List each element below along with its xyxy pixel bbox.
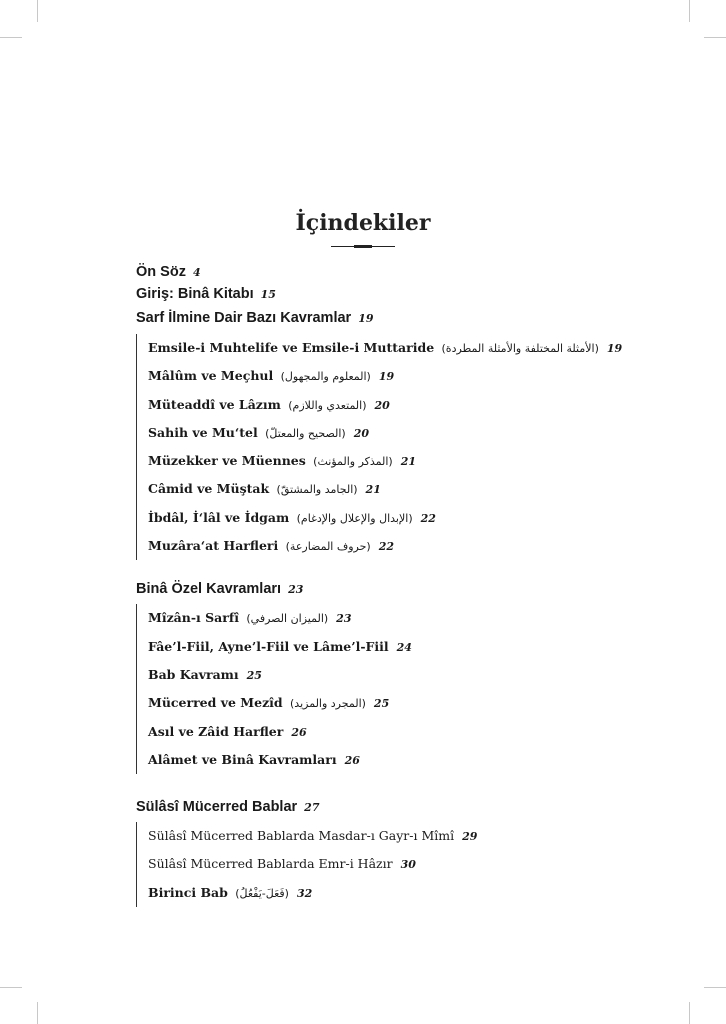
crop-mark [689,1002,690,1024]
toc-page-number: 19 [606,342,623,355]
toc-entry-label: İbdâl, İ‘lâl ve İdgam [148,509,290,525]
toc-page-number: 26 [344,753,360,767]
toc-page-number: 23 [336,612,352,626]
toc-section-bina-concepts[interactable] [136,574,606,604]
toc-entry-label: Birinci Bab [148,884,228,900]
toc-entry-introduction[interactable] [136,283,606,306]
toc-subsection-group [136,334,623,560]
toc-entry-label: Câmid ve Müştak [148,481,270,497]
toc-subentry[interactable] [148,532,606,560]
toc-page-number: 19 [358,312,374,325]
toc-subentry[interactable] [148,419,606,447]
toc-entry-label: Giriş: Binâ Kitabı [136,286,254,302]
toc-entry-label: Mîzân-ı Sarfî [148,610,239,626]
toc-page-number: 21 [400,455,417,469]
toc-entry-label: Binâ Özel Kavramları [136,581,282,598]
toc-page-number: 25 [373,697,390,711]
toc-page-number: 23 [288,583,304,597]
toc-arabic-term: (فَعَلَ-يَفْعُلُ) [235,886,289,900]
toc-subentry[interactable] [148,604,606,632]
toc-page-number: 22 [378,540,395,554]
toc-subentry[interactable] [148,391,606,419]
toc-arabic-term: (المجرد والمزيد) [290,697,366,711]
toc-subentry[interactable] [148,746,606,774]
toc-page-number: 26 [291,725,307,739]
toc-page-number: 27 [304,801,320,815]
toc-arabic-term: (الصحيح والمعتلّ) [265,426,346,440]
toc-subentry[interactable] [148,689,606,717]
toc-subentry[interactable] [148,334,623,362]
toc-page-number: 30 [400,858,416,872]
toc-page-number: 4 [192,266,201,279]
crop-mark [704,987,726,988]
crop-mark [37,0,38,22]
toc-page-number: 21 [365,483,381,497]
title-rule-ornament [354,245,372,248]
toc-subentry[interactable] [148,879,606,907]
crop-mark [689,0,690,22]
toc-entry-label: Sahih ve Mu‘tel [148,424,258,440]
crop-mark [37,1002,38,1024]
page-title: İçindekiler [295,210,431,236]
toc-arabic-term: (المعلوم والمجهول) [280,370,371,384]
toc-subentry[interactable] [148,447,606,475]
toc-subentry[interactable] [148,633,606,661]
toc-subentry[interactable] [148,504,606,532]
toc-page-number: 32 [296,886,313,900]
toc-entry-label: Müteaddî ve Lâzım [148,396,281,412]
toc-page-number: 22 [420,511,436,525]
toc-page-number: 20 [353,426,369,440]
toc-subentry[interactable] [148,475,606,503]
toc-entry-label: Müzekker ve Müennes [148,453,306,469]
crop-mark [704,37,726,38]
toc-entry-label: Fâe’l-Fiil, Ayne’l-Fiil ve Lâme’l-Fiil [148,638,389,654]
toc-page-number: 24 [396,640,412,654]
toc-page-number: 25 [246,668,262,682]
toc-page-number: 19 [378,370,395,384]
toc-subsection-group [136,604,606,774]
toc-subsection-group [136,822,606,907]
toc-arabic-term: (الميزان الصرفي) [246,612,329,626]
toc-arabic-term: (الإبدال والإعلال والإدغام) [296,511,413,525]
toc-entry-preface[interactable] [136,262,606,283]
toc-entry-label: Emsile-i Muhtelife ve Emsile-i Muttaride [148,340,435,355]
table-of-contents [136,262,623,907]
toc-entry-label: Muzâra‘at Harfleri [148,538,279,554]
toc-subentry[interactable] [148,822,606,850]
toc-page-number: 20 [374,398,390,412]
toc-entry-label: Mücerred ve Mezîd [148,695,283,711]
toc-entry-label: Sülâsî Mücerred Bablarda Emr-i Hâzır [148,856,393,872]
toc-page-number: 29 [462,830,478,844]
toc-entry-label: Sülâsî Mücerred Bablarda Masdar-ı Gayr-ı Mîmî [148,828,455,844]
toc-subentry[interactable] [148,850,606,878]
toc-entry-label: Bab Kavramı [148,666,239,682]
toc-subentry[interactable] [148,362,606,390]
toc-entry-label: Mâlûm ve Meçhul [148,368,274,384]
toc-arabic-term: (حروف المضارعة) [285,540,371,554]
crop-mark [0,987,22,988]
toc-section-sulasi-bablar[interactable] [136,792,606,822]
toc-arabic-term: (الجامد والمشتقّ) [276,483,358,497]
toc-entry-label: Alâmet ve Binâ Kavramları [148,751,337,767]
toc-entry-label: Sarf İlmine Dair Bazı Kavramlar [136,310,352,326]
toc-section-sarf-concepts[interactable] [136,306,606,330]
toc-arabic-term: (المتعدي واللازم) [288,398,367,412]
toc-arabic-term: (المذكر والمؤنث) [313,455,393,469]
toc-entry-label: Asıl ve Zâid Harfler [148,723,284,739]
toc-subentry[interactable] [148,718,606,746]
toc-page-number: 15 [260,288,276,301]
crop-mark [0,37,22,38]
toc-subentry[interactable] [148,661,606,689]
toc-arabic-term: (الأمثلة المختلفة والأمثلة المطردة) [441,342,599,355]
toc-entry-label: Ön Söz [136,264,186,280]
toc-entry-label: Sülâsî Mücerred Bablar [136,799,298,816]
